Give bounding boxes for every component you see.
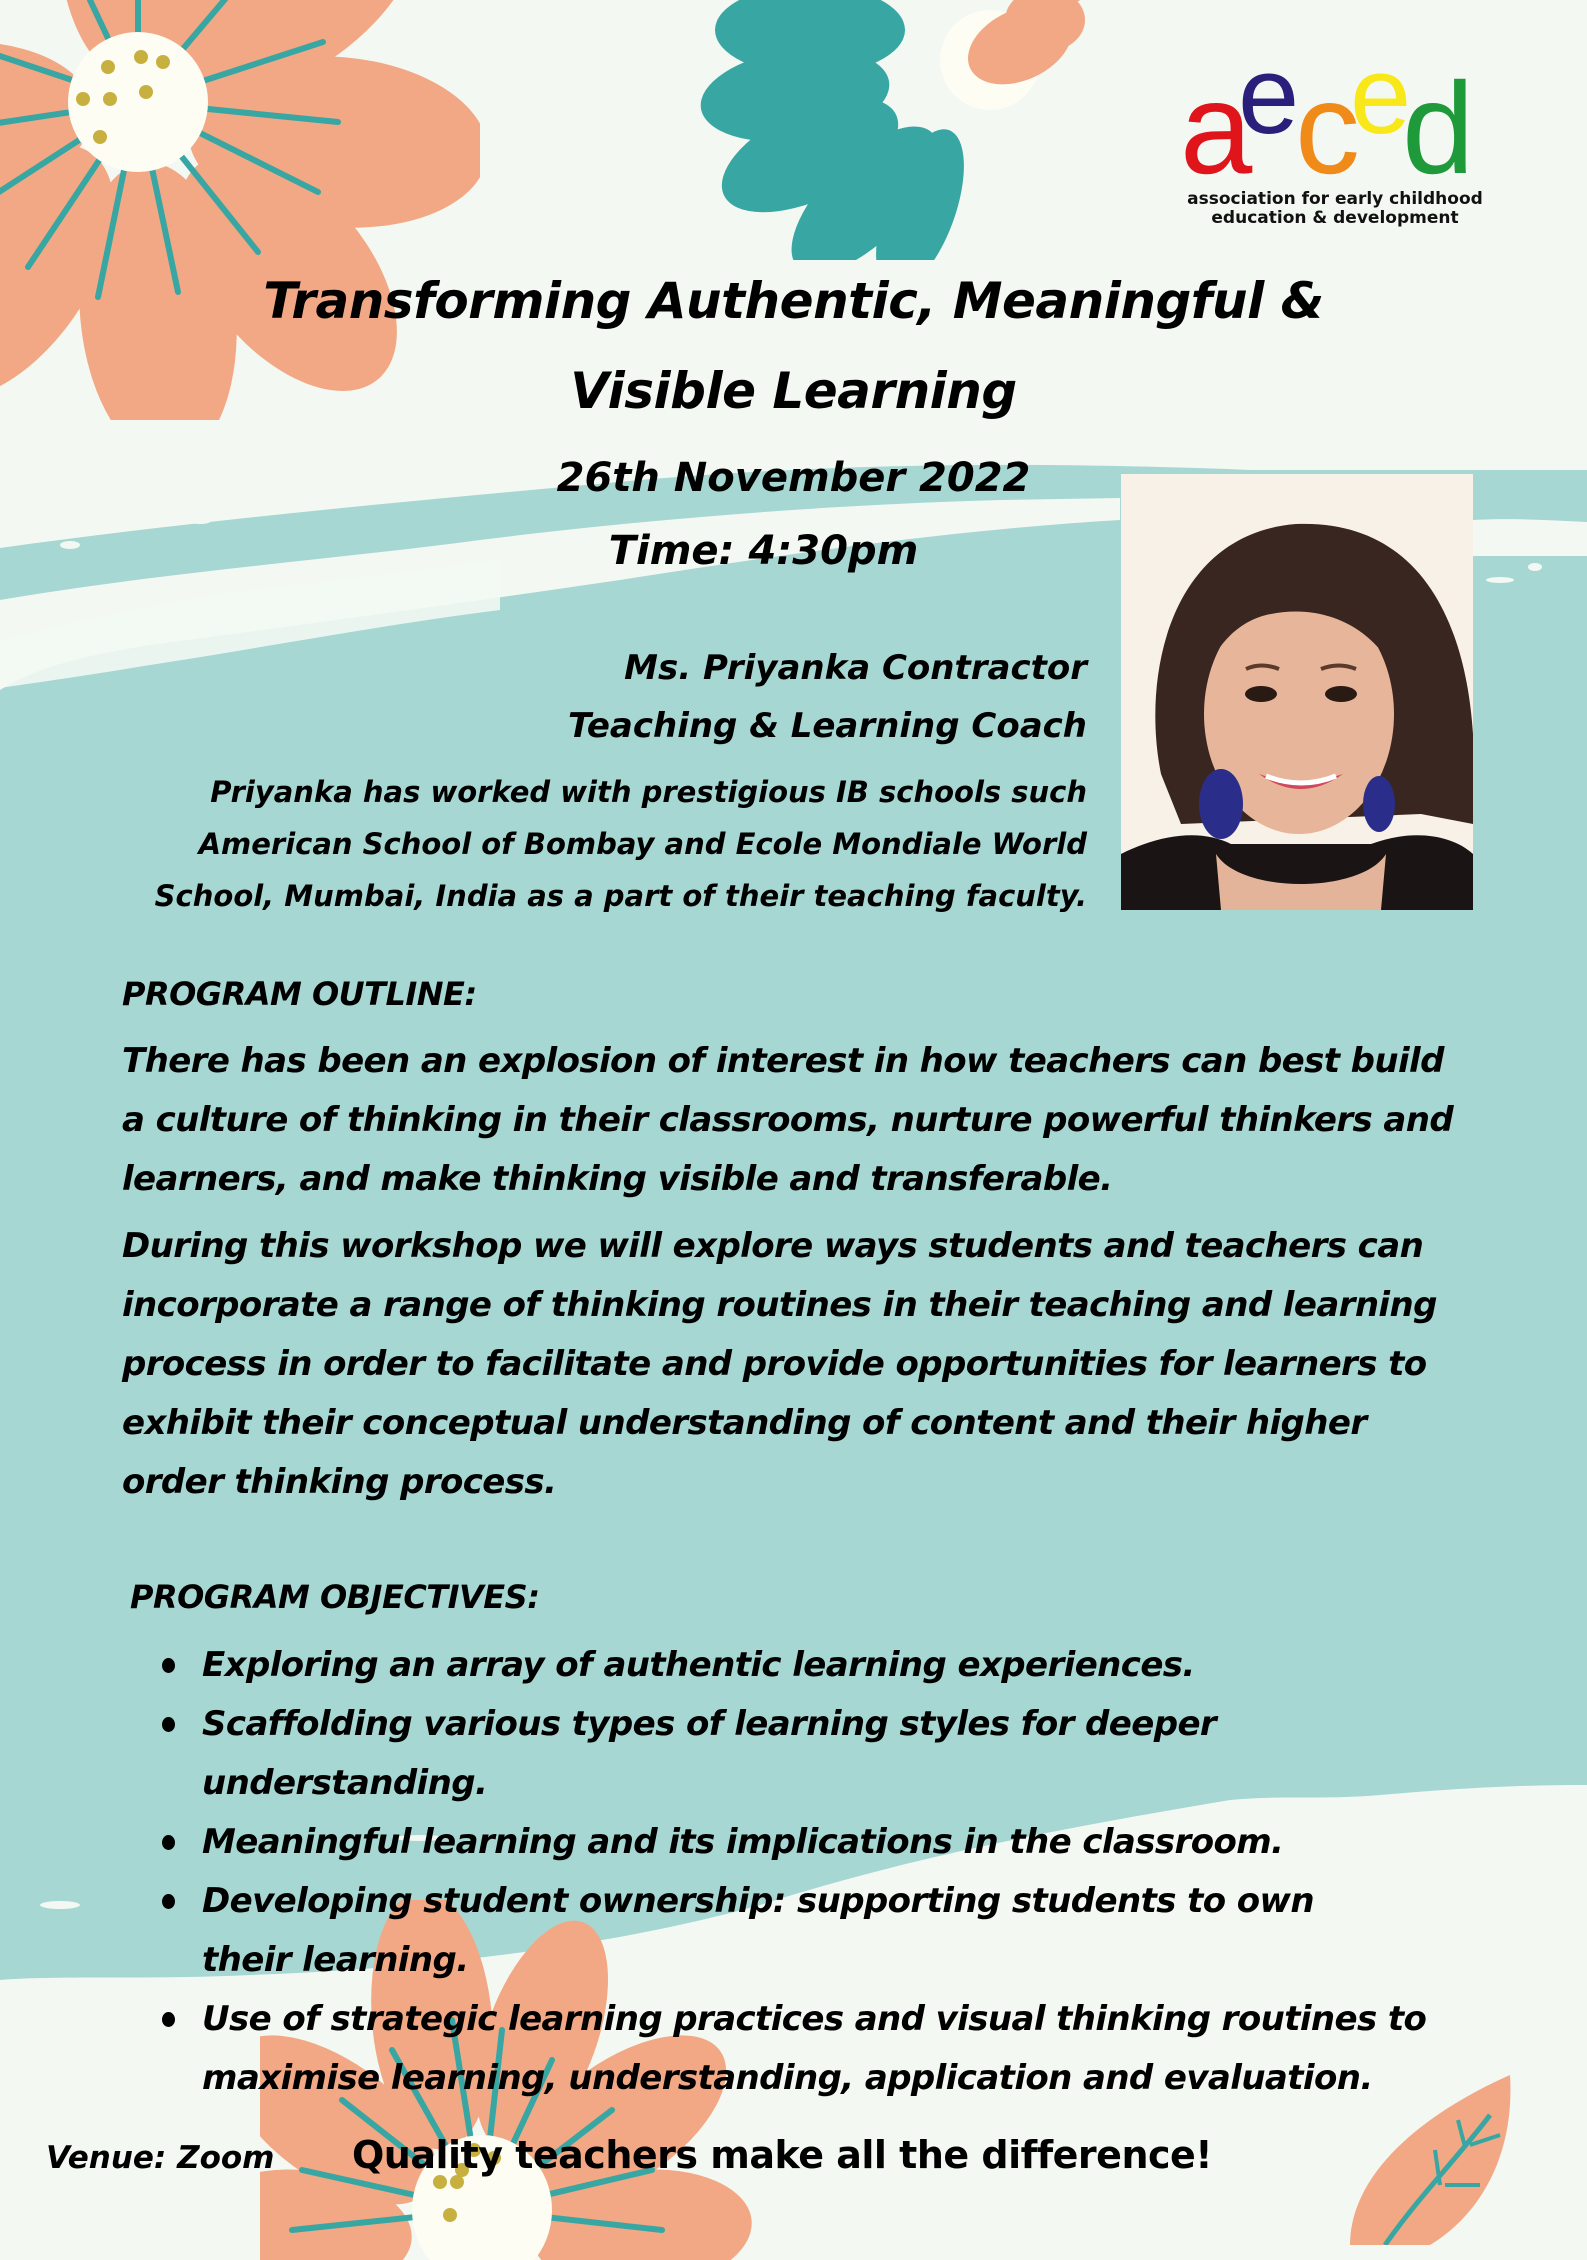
outline-paragraph: There has been an explosion of interest in how teachers can best build a culture of thinking in their classrooms, nurture powerful thinkers and learners, and make thinking visible and transferable.: [122, 1041, 1454, 1199]
program-outline-heading: PROGRAM OUTLINE:: [122, 975, 477, 1013]
program-outline-body: [122, 1032, 1462, 1512]
speaker-photo: [1121, 474, 1473, 910]
bullet-icon: [162, 2012, 175, 2027]
objective-text: Exploring an array of authentic learning experiences.: [202, 1645, 1195, 1685]
bullet-icon: [162, 1835, 175, 1850]
svg-text:e: e: [1350, 55, 1412, 157]
event-time: Time: 4:30pm: [608, 528, 919, 574]
objective-text: Scaffolding various types of learning styles for deeper understanding.: [202, 1704, 1217, 1803]
objectives-list: [162, 1636, 1492, 2108]
flower-top-teal-icon: [700, 0, 1120, 260]
objective-item: [162, 1990, 1492, 2108]
flower-top-left-icon: [0, 0, 480, 420]
speaker-bio-line: Priyanka has worked with prestigious IB schools such: [210, 775, 1087, 809]
aeced-logo: [1180, 55, 1500, 185]
speaker-bio-line: School, Mumbai, India as a part of their teaching faculty.: [154, 879, 1087, 913]
svg-text:a: a: [1180, 55, 1253, 185]
objective-item: [162, 1813, 1492, 1872]
objective-item: [162, 1695, 1492, 1813]
objective-text: Meaningful learning and its implications in the classroom.: [202, 1822, 1284, 1862]
logo-line-2: education & development: [1211, 208, 1459, 228]
program-objectives-heading: PROGRAM OBJECTIVES:: [130, 1578, 540, 1616]
speaker-bio-line: American School of Bombay and Ecole Mondiale World: [198, 827, 1087, 861]
objective-item: [162, 1872, 1492, 1990]
logo-tagline: [1170, 190, 1500, 228]
bullet-icon: [162, 1894, 175, 1909]
speaker-portrait-icon: [1121, 474, 1473, 910]
bullet-icon: [162, 1658, 175, 1673]
bullet-icon: [162, 1717, 175, 1732]
event-date: 26th November 2022: [556, 455, 1031, 501]
event-title-line-2: Visible Learning: [570, 362, 1017, 420]
objective-text: Developing student ownership: supporting students to own their learning.: [202, 1881, 1314, 1980]
objective-item: [162, 1636, 1492, 1695]
svg-text:d: d: [1402, 55, 1475, 185]
objective-text: Use of strategic learning practices and visual thinking routines to maximise learning, understanding, application and evaluation.: [202, 1999, 1427, 2098]
venue-label: Venue: Zoom: [46, 2140, 275, 2176]
speaker-role: Teaching & Learning Coach: [568, 706, 1087, 746]
event-title-line-1: Transforming Authentic, Meaningful &: [263, 272, 1324, 330]
tagline: Quality teachers make all the difference!: [352, 2133, 1213, 2177]
speaker-name: Ms. Priyanka Contractor: [624, 648, 1087, 688]
logo-line-1: association for early childhood: [1187, 189, 1483, 209]
svg-text:c: c: [1295, 55, 1360, 185]
aeced-logo-icon: [1180, 55, 1500, 185]
outline-paragraph: During this workshop we will explore ways students and teachers can incorporate a range of thinking routines in their teaching and learning process in order to facilitate and provide opportunities for learners to exhibit their conceptual understanding of content and their higher order thinking process.: [122, 1226, 1437, 1502]
svg-text:e: e: [1238, 55, 1300, 157]
speaker-bio: [155, 766, 1087, 922]
